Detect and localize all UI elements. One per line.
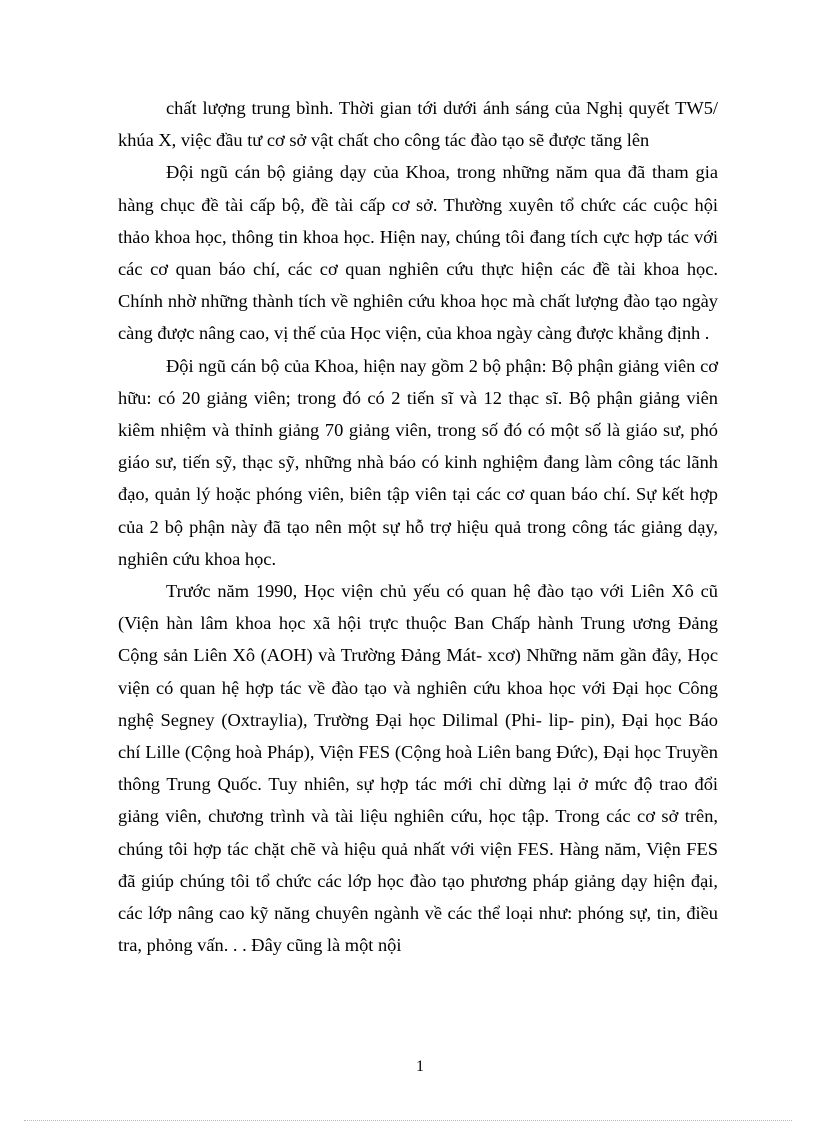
page-bottom-divider bbox=[24, 1120, 792, 1121]
body-text bbox=[118, 92, 718, 961]
paragraph: Đội ngũ cán bộ giảng dạy của Khoa, trong những năm qua đã tham gia hàng chục đề tài cấp bộ, đề tài cấp cơ sở. Thường xuyên tổ chức các cuộc hội thảo khoa học, thông tin khoa học. Hiện nay, chúng tôi đang tích cực hợp tác với các cơ quan báo chí, các cơ quan nghiên cứu thực hiện các đề tài khoa học. Chính nhờ những thành tích về nghiên cứu khoa học mà chất lượng đào tạo ngày càng được nâng cao, vị thế của Học viện, của khoa ngày càng được khẳng định . bbox=[118, 162, 718, 344]
paragraph: chất lượng trung bình. Thời gian tới dưới ánh sáng của Nghị quyết TW5/ khúa X, việc đầu tư cơ sở vật chất cho công tác đào tạo sẽ được tăng lên bbox=[118, 98, 718, 151]
paragraph: Trước năm 1990, Học viện chủ yếu có quan hệ đào tạo với Liên Xô cũ (Viện hàn lâm khoa học xã hội trực thuộc Ban Chấp hành Trung ương Đảng Cộng sản Liên Xô (AOH) và Trường Đảng Mát- xcơ) Những năm gần đây, Học viện có quan hệ hợp tác về đào tạo và nghiên cứu khoa học với Đại học Công nghệ Segney (Oxtraylia), Trường Đại học Dilimal (Phi- lip- pin), Đại học Báo chí Lille (Cộng hoà Pháp), Viện FES (Cộng hoà Liên bang Đức), Đại học Truyền thông Trung Quốc. Tuy nhiên, sự hợp tác mới chỉ dừng lại ở mức độ trao đổi giảng viên, chương trình và tài liệu nghiên cứu, học tập. Trong các cơ sở trên, chúng tôi hợp tác chặt chẽ và hiệu quả nhất với viện FES. Hàng năm, Viện FES đã giúp chúng tôi tổ chức các lớp học đào tạo phương pháp giảng dạy hiện đại, các lớp nâng cao kỹ năng chuyên ngành về các thể loại như: phóng sự, tin, điều tra, phỏng vấn. . . Đây cũng là một nội bbox=[118, 581, 718, 956]
paragraph: Đội ngũ cán bộ của Khoa, hiện nay gồm 2 bộ phận: Bộ phận giảng viên cơ hữu: có 20 giảng viên; trong đó có 2 tiến sĩ và 12 thạc sĩ. Bộ phận giảng viên kiêm nhiệm và thỉnh giảng 70 giảng viên, trong số đó có một số là giáo sư, phó giáo sư, tiến sỹ, thạc sỹ, những nhà báo có kinh nghiệm đang làm công tác lãnh đạo, quản lý hoặc phóng viên, biên tập viên tại các cơ quan báo chí. Sự kết hợp của 2 bộ phận này đã tạo nên một sự hỗ trợ hiệu quả trong công tác giảng dạy, nghiên cứu khoa học. bbox=[118, 355, 718, 569]
page-number: 1 bbox=[416, 1058, 424, 1075]
